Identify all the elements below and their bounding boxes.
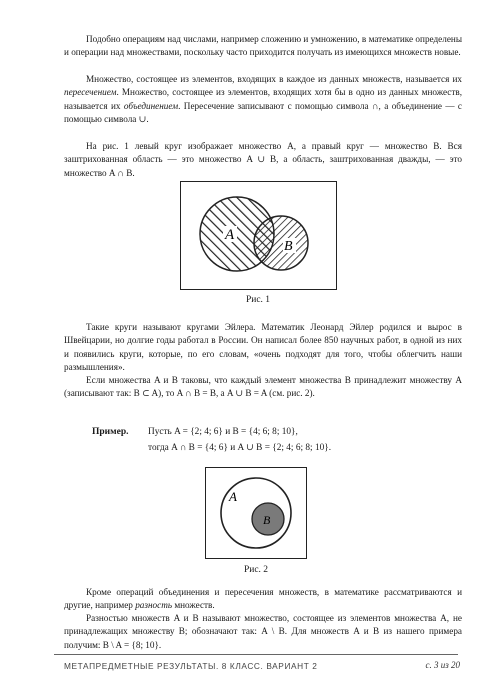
figure-1-frame: [180, 181, 337, 290]
definitions-text-3: . Пересечение записывают с помощью символа ∩, а объединение — с помощью символа ∪.: [64, 100, 462, 125]
euler-venn-diagram: [181, 182, 336, 289]
paragraph-figure1-description: На рис. 1 левый круг изображает множество A, а правый круг — множество B. Вся заштрихованная область — это множество A ∪ B, а область, заштрихованная дважды, — это множество A ∩ B.: [64, 141, 462, 178]
label-set-b: B: [284, 239, 293, 254]
label-set-a: A: [225, 227, 235, 243]
definitions-text-2: . Множество, состоящее из элементов, входящих хотя бы в одно из данных множеств, называется их: [64, 87, 462, 111]
paragraph-operations-intro: Подобно операциям над числами, например сложению и умножению, в математике определены и операции над множествами, поскольку часто приходится получать из имеющихся множеств новые.: [64, 34, 462, 58]
paragraph-definitions: [64, 73, 462, 127]
example-label: Пример.: [92, 427, 129, 437]
subset-diagram: [206, 468, 306, 558]
figure-2-caption: Рис. 2: [243, 565, 269, 575]
figure-1-caption: Рис. 1: [245, 295, 271, 305]
other-operations-text-1: Кроме операций объединения и пересечения множеств, в математике рассматриваются и другие, например: [64, 587, 462, 611]
paragraph-subset-rule: Если множества A и B таковы, что каждый элемент множества B принадлежит множеству A (записывают так: B ⊂ A), то A ∩ B = B, а A ∪ B = A (см. рис. 2).: [64, 375, 462, 399]
term-intersection: пересечением: [64, 87, 117, 98]
definitions-text-1: Множество, состоящее из элементов, входящих в каждое из данных множеств, называется их: [86, 74, 462, 84]
other-operations-text-2: множеств.: [172, 600, 215, 611]
paragraph-other-operations: [64, 586, 462, 613]
footer-divider: [54, 654, 458, 655]
label-set-b: B: [263, 513, 271, 527]
figure-2-frame: [205, 467, 307, 559]
example-line-1: Пусть A = {2; 4; 6} и B = {4; 6; 8; 10},: [148, 427, 298, 437]
footer-page-number: с. 3 из 20: [425, 660, 460, 670]
footer-title: МЕТАПРЕДМЕТНЫЕ РЕЗУЛЬТАТЫ. 8 КЛАСС. ВАРИАНТ 2: [64, 661, 318, 671]
term-difference: разность: [135, 600, 173, 611]
label-set-a: A: [229, 489, 237, 504]
term-union: объединением: [123, 100, 179, 111]
paragraph-difference-definition: Разностью множеств A и B называют множество, состоящее из элементов множества A, не принадлежащих множеству B; обозначают так: A \ B. Для множеств A и B из нашего примера получим: B \ A = {8; 10}.: [64, 613, 462, 650]
example-line-2: тогда A ∩ B = {4; 6} и A ∪ B = {2; 4; 6; 8; 10}.: [148, 443, 332, 453]
paragraph-euler-history: Такие круги называют кругами Эйлера. Математик Леонард Эйлер родился и вырос в Швейцарии, но долгие годы работал в России. Он написал более 850 научных работ, в одной из них и появились круги, которые, по его словам, «очень подходят для того, чтобы облегчить наши размышления».: [64, 322, 462, 373]
